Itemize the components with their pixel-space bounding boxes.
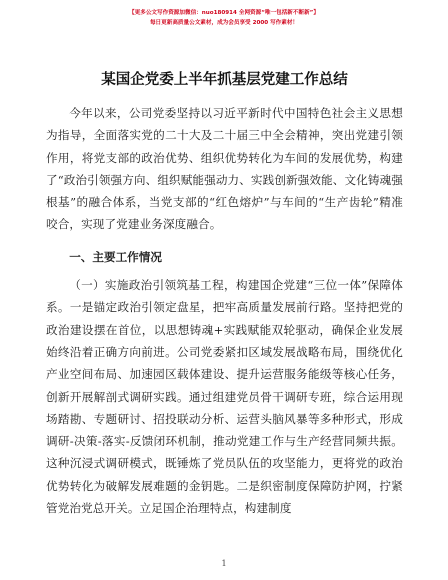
intro-paragraph: 今年以来，公司党委坚持以习近平新时代中国特色社会主义思想为指导，全面落实党的二十大及二十届三中全会精神，突出党建引领作用，将党支部的政治优势、组织优势转化为车间的发展优势，构建了“政治引领强方向、组织赋能强动力、实践创新强效能、文化铸魂强根基”的融合体系，当党支部的“红色熔炉”与车间的“生产齿轮”精准咬合，实现了党建业务深度融合。 (46, 106, 403, 232)
document-title: 某国企党委上半年抓基层党建工作总结 (101, 72, 348, 88)
document-body (46, 70, 403, 519)
section-paragraph: （一）实施政治引领筑基工程，构建国企党建“三位一体”保障体系。一是锚定政治引领定盘星，把牢高质量发展前行路。坚持把党的政治建设摆在首位，以思想铸魂+实践赋能双轮驱动，确保企业发展始终沿着正确方向前进。公司党委紧扣区域发展战略布局，围绕优化产业空间布局、加速园区载体建设、提升运营服务能级等核心任务，创新开展解剖式调研实践。通过组建党员骨干调研专班，综合运用现场踏勘、专题研讨、招投联动分析、运营头脑风暴等多种形式，形成调研-决策-落实-反馈闭环机制，推动党建工作与生产经营同频共振。这种沉浸式调研模式，既锤炼了党员队伍的攻坚能力，更将党的政治优势转化为破解发展难题的金钥匙。二是织密制度保障防护网，拧紧管党治党总开关。立足国企治理特点，构建制度 (46, 278, 403, 516)
section-heading: 一、主要工作情况 (69, 249, 162, 264)
promo-banner-line-2: 每日更新高质量公文素材，成为会员享受 2000 写作素材！ (149, 20, 299, 26)
page-number: 1 (221, 559, 227, 568)
promo-banner (0, 8, 448, 28)
promo-banner-line-1: 【更多公文写作资源加微信：nuo180914 全网资源“唯一包括新不断新”】 (129, 10, 319, 16)
